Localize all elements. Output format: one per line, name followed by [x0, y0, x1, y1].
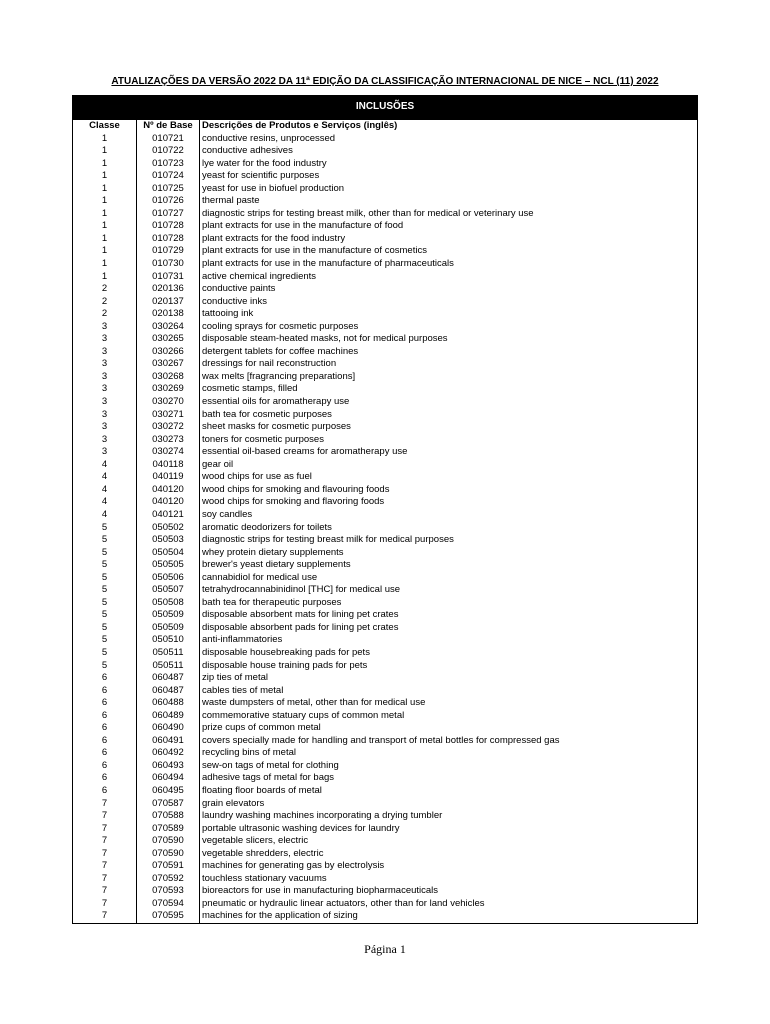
table-row: [73, 245, 698, 258]
class-cell: 2: [73, 296, 137, 309]
table-row: [73, 685, 698, 698]
class-cell: 5: [73, 572, 137, 585]
base-number-cell: 010728: [137, 233, 200, 246]
table-row: [73, 283, 698, 296]
table-row: [73, 208, 698, 221]
base-number-cell: 060491: [137, 735, 200, 748]
description-cell: grain elevators: [200, 798, 698, 811]
inclusions-table-container: [72, 94, 698, 924]
description-cell: machines for generating gas by electrolysis: [200, 860, 698, 873]
class-cell: 7: [73, 885, 137, 898]
description-cell: thermal paste: [200, 195, 698, 208]
table-row: [73, 873, 698, 886]
class-cell: 4: [73, 459, 137, 472]
base-number-cell: 070594: [137, 898, 200, 911]
base-number-cell: 040120: [137, 484, 200, 497]
class-cell: 5: [73, 647, 137, 660]
table-row: [73, 220, 698, 233]
class-cell: 1: [73, 233, 137, 246]
base-number-cell: 060487: [137, 672, 200, 685]
table-row: [73, 158, 698, 171]
description-cell: aromatic deodorizers for toilets: [200, 522, 698, 535]
section-header: INCLUSÕES: [72, 95, 698, 120]
class-cell: 2: [73, 283, 137, 296]
table-row: [73, 584, 698, 597]
base-number-cell: 010727: [137, 208, 200, 221]
description-cell: waste dumpsters of metal, other than for medical use: [200, 697, 698, 710]
class-cell: 4: [73, 484, 137, 497]
description-cell: yeast for scientific purposes: [200, 170, 698, 183]
description-cell: diagnostic strips for testing breast milk for medical purposes: [200, 534, 698, 547]
description-cell: covers specially made for handling and transport of metal bottles for compressed gas: [200, 735, 698, 748]
class-cell: 3: [73, 358, 137, 371]
description-cell: wax melts [fragrancing preparations]: [200, 371, 698, 384]
base-number-cell: 030274: [137, 446, 200, 459]
description-cell: conductive adhesives: [200, 145, 698, 158]
table-row: [73, 747, 698, 760]
class-cell: 6: [73, 735, 137, 748]
class-cell: 1: [73, 145, 137, 158]
class-cell: 1: [73, 133, 137, 146]
class-cell: 7: [73, 810, 137, 823]
class-cell: 4: [73, 509, 137, 522]
table-row: [73, 421, 698, 434]
base-number-cell: 050502: [137, 522, 200, 535]
class-cell: 3: [73, 321, 137, 334]
base-number-cell: 050504: [137, 547, 200, 560]
class-cell: 3: [73, 333, 137, 346]
description-cell: wood chips for smoking and flavouring foods: [200, 484, 698, 497]
description-cell: essential oils for aromatherapy use: [200, 396, 698, 409]
table-row: [73, 371, 698, 384]
class-cell: 7: [73, 910, 137, 923]
description-cell: lye water for the food industry: [200, 158, 698, 171]
description-cell: sheet masks for cosmetic purposes: [200, 421, 698, 434]
base-number-cell: 030267: [137, 358, 200, 371]
table-row: [73, 772, 698, 785]
base-number-cell: 010729: [137, 245, 200, 258]
class-cell: 6: [73, 710, 137, 723]
table-row: [73, 383, 698, 396]
table-row: [73, 296, 698, 309]
table-row: [73, 609, 698, 622]
description-cell: laundry washing machines incorporating a drying tumbler: [200, 810, 698, 823]
class-cell: 5: [73, 622, 137, 635]
description-cell: commemorative statuary cups of common metal: [200, 710, 698, 723]
table-row: [73, 885, 698, 898]
base-number-cell: 060492: [137, 747, 200, 760]
table-row: [73, 195, 698, 208]
class-cell: 7: [73, 823, 137, 836]
description-cell: diagnostic strips for testing breast milk, other than for medical or veterinary use: [200, 208, 698, 221]
class-cell: 5: [73, 547, 137, 560]
base-number-cell: 060495: [137, 785, 200, 798]
class-cell: 3: [73, 434, 137, 447]
base-number-cell: 050509: [137, 609, 200, 622]
description-cell: tattooing ink: [200, 308, 698, 321]
base-number-cell: 040120: [137, 496, 200, 509]
base-number-cell: 050509: [137, 622, 200, 635]
base-number-cell: 050505: [137, 559, 200, 572]
class-cell: 5: [73, 534, 137, 547]
base-number-cell: 030269: [137, 383, 200, 396]
base-number-cell: 050503: [137, 534, 200, 547]
description-cell: conductive paints: [200, 283, 698, 296]
table-row: [73, 509, 698, 522]
class-cell: 7: [73, 898, 137, 911]
class-cell: 7: [73, 848, 137, 861]
base-number-cell: 050510: [137, 634, 200, 647]
base-number-cell: 050511: [137, 660, 200, 673]
description-cell: vegetable shredders, electric: [200, 848, 698, 861]
class-cell: 1: [73, 271, 137, 284]
table-row: [73, 634, 698, 647]
base-number-cell: 050511: [137, 647, 200, 660]
description-cell: sew-on tags of metal for clothing: [200, 760, 698, 773]
column-header-base-number: Nº de Base: [137, 120, 200, 133]
table-row: [73, 258, 698, 271]
base-number-cell: 040119: [137, 471, 200, 484]
class-cell: 5: [73, 522, 137, 535]
base-number-cell: 010730: [137, 258, 200, 271]
description-cell: prize cups of common metal: [200, 722, 698, 735]
description-cell: dressings for nail reconstruction: [200, 358, 698, 371]
table-row: [73, 409, 698, 422]
table-row: [73, 910, 698, 923]
table-row: [73, 860, 698, 873]
base-number-cell: 030272: [137, 421, 200, 434]
base-number-cell: 050507: [137, 584, 200, 597]
table-row: [73, 835, 698, 848]
base-number-cell: 070588: [137, 810, 200, 823]
class-cell: 7: [73, 860, 137, 873]
description-cell: bath tea for cosmetic purposes: [200, 409, 698, 422]
base-number-cell: 030271: [137, 409, 200, 422]
base-number-cell: 010721: [137, 133, 200, 146]
base-number-cell: 020136: [137, 283, 200, 296]
base-number-cell: 050506: [137, 572, 200, 585]
base-number-cell: 030273: [137, 434, 200, 447]
description-cell: disposable absorbent mats for lining pet crates: [200, 609, 698, 622]
class-cell: 6: [73, 785, 137, 798]
base-number-cell: 030268: [137, 371, 200, 384]
table-row: [73, 597, 698, 610]
base-number-cell: 060488: [137, 697, 200, 710]
base-number-cell: 070589: [137, 823, 200, 836]
description-cell: yeast for use in biofuel production: [200, 183, 698, 196]
table-row: [73, 183, 698, 196]
description-cell: adhesive tags of metal for bags: [200, 772, 698, 785]
table-row: [73, 534, 698, 547]
table-row: [73, 333, 698, 346]
table-row: [73, 559, 698, 572]
table-row: [73, 572, 698, 585]
base-number-cell: 060489: [137, 710, 200, 723]
description-cell: cannabidiol for medical use: [200, 572, 698, 585]
class-cell: 6: [73, 685, 137, 698]
table-row: [73, 321, 698, 334]
description-cell: cooling sprays for cosmetic purposes: [200, 321, 698, 334]
class-cell: 3: [73, 409, 137, 422]
description-cell: tetrahydrocannabinidinol [THC] for medical use: [200, 584, 698, 597]
description-cell: gear oil: [200, 459, 698, 472]
table-row: [73, 396, 698, 409]
description-cell: wood chips for smoking and flavoring foods: [200, 496, 698, 509]
base-number-cell: 010725: [137, 183, 200, 196]
description-cell: bath tea for therapeutic purposes: [200, 597, 698, 610]
description-cell: whey protein dietary supplements: [200, 547, 698, 560]
description-cell: plant extracts for use in the manufacture of cosmetics: [200, 245, 698, 258]
table-row: [73, 271, 698, 284]
base-number-cell: 060487: [137, 685, 200, 698]
class-cell: 6: [73, 747, 137, 760]
description-cell: recycling bins of metal: [200, 747, 698, 760]
table-row: [73, 459, 698, 472]
description-cell: disposable absorbent pads for lining pet crates: [200, 622, 698, 635]
class-cell: 1: [73, 158, 137, 171]
class-cell: 5: [73, 559, 137, 572]
table-row: [73, 346, 698, 359]
description-cell: wood chips for use as fuel: [200, 471, 698, 484]
page-number: Página 1: [364, 942, 406, 956]
base-number-cell: 060490: [137, 722, 200, 735]
column-header-description: Descrições de Produtos e Serviços (inglês): [200, 120, 698, 133]
base-number-cell: 070590: [137, 848, 200, 861]
inclusions-table: [72, 120, 698, 924]
column-header-class: Classe: [73, 120, 137, 133]
base-number-cell: 040118: [137, 459, 200, 472]
class-cell: 3: [73, 371, 137, 384]
table-row: [73, 760, 698, 773]
class-cell: 1: [73, 245, 137, 258]
description-cell: pneumatic or hydraulic linear actuators, other than for land vehicles: [200, 898, 698, 911]
class-cell: 2: [73, 308, 137, 321]
base-number-cell: 040121: [137, 509, 200, 522]
class-cell: 4: [73, 471, 137, 484]
class-cell: 5: [73, 609, 137, 622]
base-number-cell: 060494: [137, 772, 200, 785]
description-cell: brewer's yeast dietary supplements: [200, 559, 698, 572]
description-cell: cosmetic stamps, filled: [200, 383, 698, 396]
base-number-cell: 070591: [137, 860, 200, 873]
class-cell: 7: [73, 873, 137, 886]
description-cell: detergent tablets for coffee machines: [200, 346, 698, 359]
class-cell: 5: [73, 597, 137, 610]
class-cell: 6: [73, 672, 137, 685]
table-row: [73, 735, 698, 748]
class-cell: 1: [73, 208, 137, 221]
description-cell: anti-inflammatories: [200, 634, 698, 647]
class-cell: 3: [73, 383, 137, 396]
table-row: [73, 647, 698, 660]
table-row: [73, 446, 698, 459]
description-cell: plant extracts for use in the manufacture of pharmaceuticals: [200, 258, 698, 271]
table-row: [73, 848, 698, 861]
class-cell: 6: [73, 772, 137, 785]
class-cell: 6: [73, 760, 137, 773]
document-title: ATUALIZAÇÕES DA VERSÃO 2022 DA 11ª EDIÇÃO DA CLASSIFICAÇÃO INTERNACIONAL DE NICE – NCL (11) 2022: [111, 76, 659, 87]
class-cell: 7: [73, 798, 137, 811]
description-cell: bioreactors for use in manufacturing biopharmaceuticals: [200, 885, 698, 898]
description-cell: active chemical ingredients: [200, 271, 698, 284]
class-cell: 1: [73, 183, 137, 196]
description-cell: soy candles: [200, 509, 698, 522]
base-number-cell: 070590: [137, 835, 200, 848]
base-number-cell: 030265: [137, 333, 200, 346]
table-row: [73, 672, 698, 685]
table-row: [73, 547, 698, 560]
table-row: [73, 622, 698, 635]
class-cell: 4: [73, 496, 137, 509]
description-cell: machines for the application of sizing: [200, 910, 698, 923]
base-number-cell: 010723: [137, 158, 200, 171]
class-cell: 1: [73, 170, 137, 183]
table-row: [73, 145, 698, 158]
description-cell: vegetable slicers, electric: [200, 835, 698, 848]
table-row: [73, 133, 698, 146]
class-cell: 3: [73, 346, 137, 359]
table-row: [73, 785, 698, 798]
table-row: [73, 484, 698, 497]
description-cell: zip ties of metal: [200, 672, 698, 685]
description-cell: conductive inks: [200, 296, 698, 309]
table-row: [73, 522, 698, 535]
table-row: [73, 308, 698, 321]
base-number-cell: 070593: [137, 885, 200, 898]
table-row: [73, 697, 698, 710]
class-cell: 7: [73, 835, 137, 848]
table-row: [73, 233, 698, 246]
description-cell: disposable steam-heated masks, not for medical purposes: [200, 333, 698, 346]
table-row: [73, 358, 698, 371]
table-row: [73, 660, 698, 673]
class-cell: 3: [73, 446, 137, 459]
base-number-cell: 060493: [137, 760, 200, 773]
class-cell: 3: [73, 396, 137, 409]
table-row: [73, 898, 698, 911]
table-row: [73, 710, 698, 723]
description-cell: plant extracts for use in the manufacture of food: [200, 220, 698, 233]
base-number-cell: 030270: [137, 396, 200, 409]
description-cell: disposable house training pads for pets: [200, 660, 698, 673]
description-cell: toners for cosmetic purposes: [200, 434, 698, 447]
class-cell: 1: [73, 195, 137, 208]
description-cell: touchless stationary vacuums: [200, 873, 698, 886]
table-row: [73, 810, 698, 823]
class-cell: 6: [73, 697, 137, 710]
description-cell: disposable housebreaking pads for pets: [200, 647, 698, 660]
base-number-cell: 010724: [137, 170, 200, 183]
base-number-cell: 010722: [137, 145, 200, 158]
base-number-cell: 010731: [137, 271, 200, 284]
class-cell: 1: [73, 220, 137, 233]
base-number-cell: 030266: [137, 346, 200, 359]
table-row: [73, 170, 698, 183]
table-row: [73, 722, 698, 735]
description-cell: portable ultrasonic washing devices for laundry: [200, 823, 698, 836]
description-cell: cables ties of metal: [200, 685, 698, 698]
base-number-cell: 030264: [137, 321, 200, 334]
table-header-row: [73, 120, 698, 133]
class-cell: 5: [73, 660, 137, 673]
class-cell: 1: [73, 258, 137, 271]
description-cell: essential oil-based creams for aromatherapy use: [200, 446, 698, 459]
base-number-cell: 070587: [137, 798, 200, 811]
description-cell: conductive resins, unprocessed: [200, 133, 698, 146]
table-row: [73, 823, 698, 836]
description-cell: floating floor boards of metal: [200, 785, 698, 798]
table-row: [73, 496, 698, 509]
class-cell: 6: [73, 722, 137, 735]
base-number-cell: 050508: [137, 597, 200, 610]
table-row: [73, 798, 698, 811]
base-number-cell: 020137: [137, 296, 200, 309]
description-cell: plant extracts for the food industry: [200, 233, 698, 246]
class-cell: 3: [73, 421, 137, 434]
base-number-cell: 070592: [137, 873, 200, 886]
table-row: [73, 471, 698, 484]
base-number-cell: 020138: [137, 308, 200, 321]
base-number-cell: 010726: [137, 195, 200, 208]
base-number-cell: 010728: [137, 220, 200, 233]
class-cell: 5: [73, 584, 137, 597]
table-row: [73, 434, 698, 447]
class-cell: 5: [73, 634, 137, 647]
base-number-cell: 070595: [137, 910, 200, 923]
table-body: [73, 133, 698, 924]
